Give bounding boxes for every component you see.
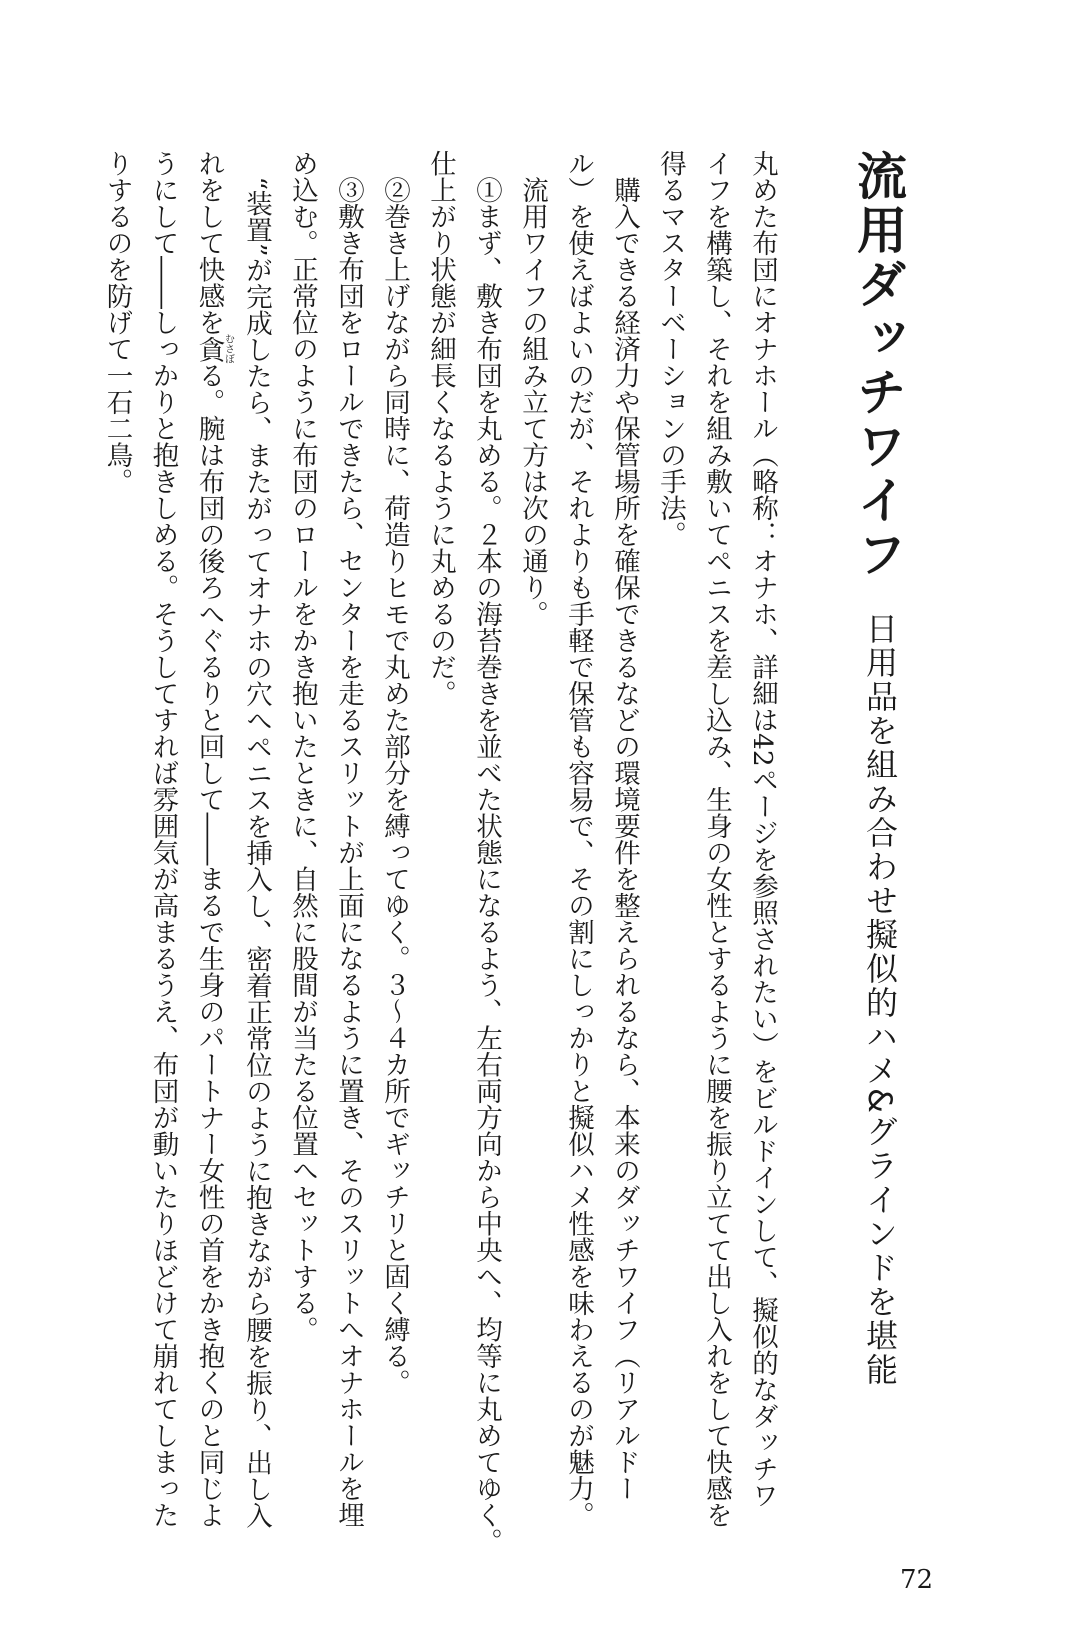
body-line: ①まず、敷き布団を丸める。２本の海苔巻きを並べた状態になるよう、左右両方向から中央へ、均等に丸めてゆく。 [471,150,502,1555]
ruby-word [193,333,234,364]
body-line: うにして――しっかりと抱きしめる。そうしてすれば雰囲気が高まるうえ、布団が動いたりほどけて崩れてしまった [147,150,179,1528]
body-line: りするのを防げて一石二鳥。 [101,150,133,495]
body-line: ル）を使えばよいのだが、それよりも手軽で保管も容易で、その割にしっかりと擬似ハメ性感を味わえるのが魅力。 [563,150,594,1528]
body-line: “装置”が完成したら、またがってオナホの穴へペニスを挿入し、密着正常位のように抱きながら腰を振り、出し入 [241,150,272,1529]
body-line: イフを構築し、それを組み敷いてペニスを差し込み、生身の女性とするように腰を振り立てて出し入れをして快感を [701,150,732,1528]
body-line: 丸めた布団にオナホール（略称：オナホ、詳細は42ページを参照されたい）をビルドインして、擬似的なダッチワ [747,150,778,1509]
article-subtitle: 日用品を組み合わせ擬似的ハメ&グラインドを堪能 [861,612,899,1387]
body-line: め込む。正常位のように布団のロールをかき抱いたときに、自然に股間が当たる位置へセットする。 [287,150,318,1343]
body-line: 流用ワイフの組み立て方は次の通り。 [517,150,548,627]
line-part: れをして快感を [193,150,225,336]
body-line [186,150,234,1528]
ruby-base: 貪 [193,333,225,364]
body-line: 得るマスターベーションの手法。 [655,150,686,548]
line-part: る。腕は布団の後ろへぐるりと回して――まるで生身のパートナー女性の首をかき抱くのと同じよ [193,362,225,1528]
body-line: 購入できる経済力や保管場所を確保できるなどの環境要件を整えられるなら、本来のダッチワイフ（リアルドー [609,150,640,1502]
article-title: 流用ダッチワイフ [849,150,907,582]
ruby-reading: むさぼ [222,333,234,364]
body-line: ②巻き上げながら同時に、荷造りヒモで丸めた部分を縛ってゆく。３～４カ所でギッチリと固く縛る。 [379,150,410,1396]
article-body [94,150,786,1555]
page-number: 72 [900,1565,934,1595]
body-line: 仕上がり状態が細長くなるように丸めるのだ。 [425,150,456,707]
body-line: ③敷き布団をロールできたら、センターを走るスリットが上面になるように置き、そのスリットへオナホールを埋 [333,150,364,1528]
